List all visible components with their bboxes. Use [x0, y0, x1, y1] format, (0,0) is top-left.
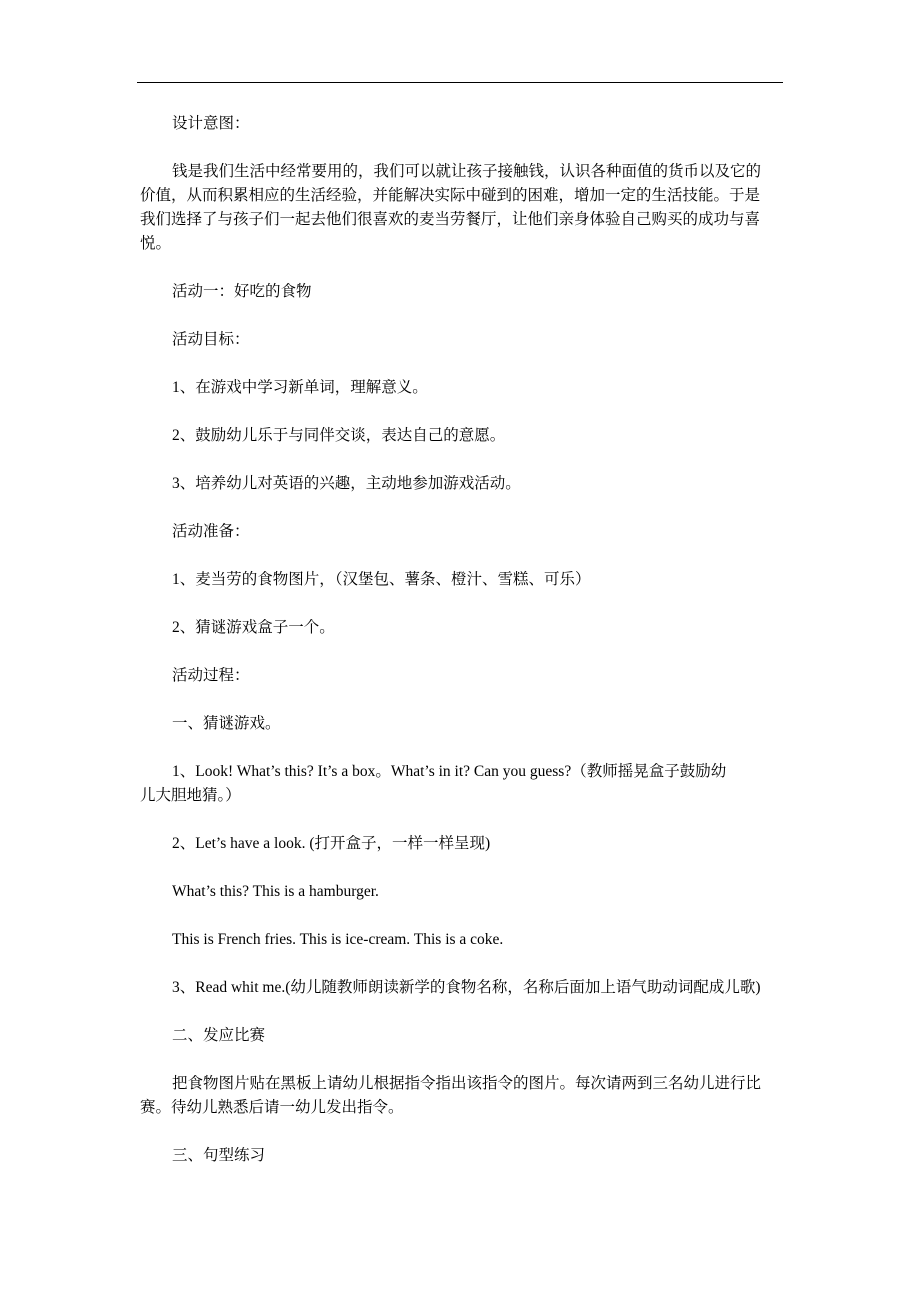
paragraph	[140, 520, 786, 544]
paragraph	[140, 664, 786, 688]
paragraph	[140, 160, 786, 256]
paragraph-line: 价值，从而积累相应的生活经验，并能解决实际中碰到的困难，增加一定的生活技能。于是	[140, 187, 761, 204]
paragraph-line: 3、培养幼儿对英语的兴趣，主动地参加游戏活动。	[172, 475, 521, 492]
paragraph-line: 1、Look! What’s this? It’s a box。What’s in it? Can you guess?（教师摇晃盒子鼓励幼	[172, 763, 727, 780]
paragraph-line: 3、Read whit me.(幼儿随教师朗读新学的食物名称，名称后面加上语气助动词配成儿歌)	[172, 979, 761, 996]
paragraph-line: 活动准备：	[172, 523, 250, 540]
header-rule	[137, 82, 783, 83]
paragraph	[140, 112, 786, 136]
paragraph-line: 赛。待幼儿熟悉后请一幼儿发出指令。	[140, 1099, 404, 1116]
paragraph	[140, 568, 786, 592]
paragraph-line: 1、在游戏中学习新单词，理解意义。	[172, 379, 428, 396]
paragraph	[140, 472, 786, 496]
paragraph-line: 2、猜谜游戏盒子一个。	[172, 619, 335, 636]
paragraph	[140, 928, 786, 952]
paragraph	[140, 760, 786, 808]
paragraph	[140, 328, 786, 352]
paragraph	[140, 880, 786, 904]
paragraph	[140, 712, 786, 736]
paragraph-line: What’s this? This is a hamburger.	[172, 883, 379, 900]
paragraph	[140, 616, 786, 640]
paragraph-line: 把食物图片贴在黑板上请幼儿根据指令指出该指令的图片。每次请两到三名幼儿进行比	[172, 1075, 762, 1092]
paragraph-line: 活动过程：	[172, 667, 250, 684]
paragraph-line: 钱是我们生活中经常要用的，我们可以就让孩子接触钱，认识各种面值的货币以及它的	[172, 163, 762, 180]
paragraph-line: This is French fries. This is ice-cream. This is a coke.	[172, 931, 504, 948]
paragraph-line: 1、麦当劳的食物图片，（汉堡包、薯条、橙汁、雪糕、可乐）	[172, 571, 591, 588]
paragraph-line: 悦。	[140, 235, 172, 252]
paragraph	[140, 1072, 786, 1120]
paragraph-line: 活动目标：	[172, 331, 250, 348]
paragraph-line: 儿大胆地猜。）	[140, 787, 241, 804]
paragraph	[140, 976, 786, 1000]
paragraph-line: 三、句型练习	[172, 1147, 266, 1164]
paragraph	[140, 376, 786, 400]
paragraph-line: 活动一：好吃的食物	[172, 283, 312, 300]
paragraph	[140, 424, 786, 448]
paragraph	[140, 1144, 786, 1168]
paragraph-line: 我们选择了与孩子们一起去他们很喜欢的麦当劳餐厅，让他们亲身体验自己购买的成功与喜	[140, 211, 761, 228]
paragraph	[140, 280, 786, 304]
document-body	[140, 112, 786, 1192]
paragraph	[140, 1024, 786, 1048]
paragraph-line: 一、猜谜游戏。	[172, 715, 281, 732]
paragraph-line: 2、鼓励幼儿乐于与同伴交谈，表达自己的意愿。	[172, 427, 506, 444]
paragraph-line: 二、发应比赛	[172, 1027, 266, 1044]
paragraph-line: 设计意图：	[172, 115, 250, 132]
paragraph	[140, 832, 786, 856]
paragraph-line: 2、Let’s have a look. (打开盒子，一样一样呈现)	[172, 835, 491, 852]
